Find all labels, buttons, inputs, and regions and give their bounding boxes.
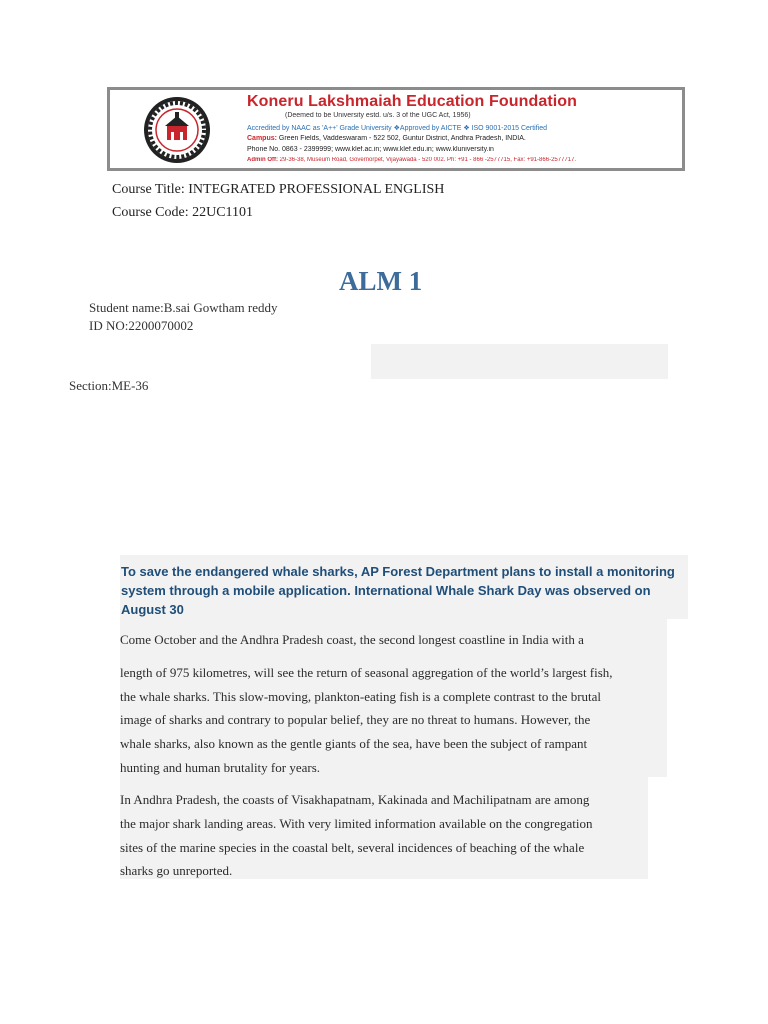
university-seal-icon [138,95,216,165]
student-id: ID NO:2200070002 [89,318,194,333]
paragraph1-line: the whale sharks. This slow-moving, plankton-eating fish is a complete contrast to the brutal [120,689,602,704]
page-heading: ALM 1 [339,266,423,296]
paragraph2-line: In Andhra Pradesh, the coasts of Visakhapatnam, Kakinada and Machilipatnam are among [120,792,590,807]
shaded-box [371,344,668,379]
student-name: Student name:B.sai Gowtham reddy [89,300,278,315]
paragraph1-line: hunting and human brutality for years. [120,760,321,775]
admin-label: Admin Off: [247,157,278,163]
banner-phone: Phone No. 0863 - 2399999; www.klef.ac.in; www.klef.edu.in; www.kluniversity.in [247,146,494,153]
campus-label: Campus: [247,135,277,142]
paragraph1-line: whale sharks, also known as the gentle giants of the sea, have been the subject of rampant [120,736,588,751]
article-headline: To save the endangered whale sharks, AP Forest Department plans to install a monitoring system through a mobile application. International Whale Shark Day was observed on August 30 [121,564,675,617]
campus-text: Green Fields, Vaddeswaram - 522 502, Guntur District, Andhra Pradesh, INDIA. [278,135,526,142]
course-code: Course Code: 22UC1101 [112,205,254,220]
banner-title: Koneru Lakshmaiah Education Foundation [247,93,578,110]
paragraph2-line: sites of the marine species in the coastal belt, several incidences of beaching of the whale [120,840,585,855]
admin-text: 29-36-38, Museum Road, Governorpet, Vijayawada - 520 002. Ph: +91 - 866 -2577715, Fax: +91-866-2577717. [279,157,577,163]
paragraph2-line: sharks go unreported. [120,863,233,878]
student-section: Section:ME-36 [69,378,149,393]
banner-admin [247,157,687,163]
university-banner [107,87,685,171]
paragraph1-line: image of sharks and contrary to popular belief, they are no threat to humans. However, the [120,712,591,727]
paragraph1-line: length of 975 kilometres, will see the return of seasonal aggregation of the world’s largest fish, [120,665,613,680]
paragraph1-line: Come October and the Andhra Pradesh coast, the second longest coastline in India with a [120,632,584,647]
course-title: Course Title: INTEGRATED PROFESSIONAL ENGLISH [112,182,445,197]
banner-accreditation: Accredited by NAAC as 'A++' Grade University ❖Approved by AICTE ❖ ISO 9001-2015 Certified [247,125,548,132]
banner-subtitle: (Deemed to be University estd. u/s. 3 of the UGC Act, 1956) [285,112,471,119]
banner-campus [247,135,687,142]
paragraph2-line: the major shark landing areas. With very limited information available on the congregation [120,816,593,831]
